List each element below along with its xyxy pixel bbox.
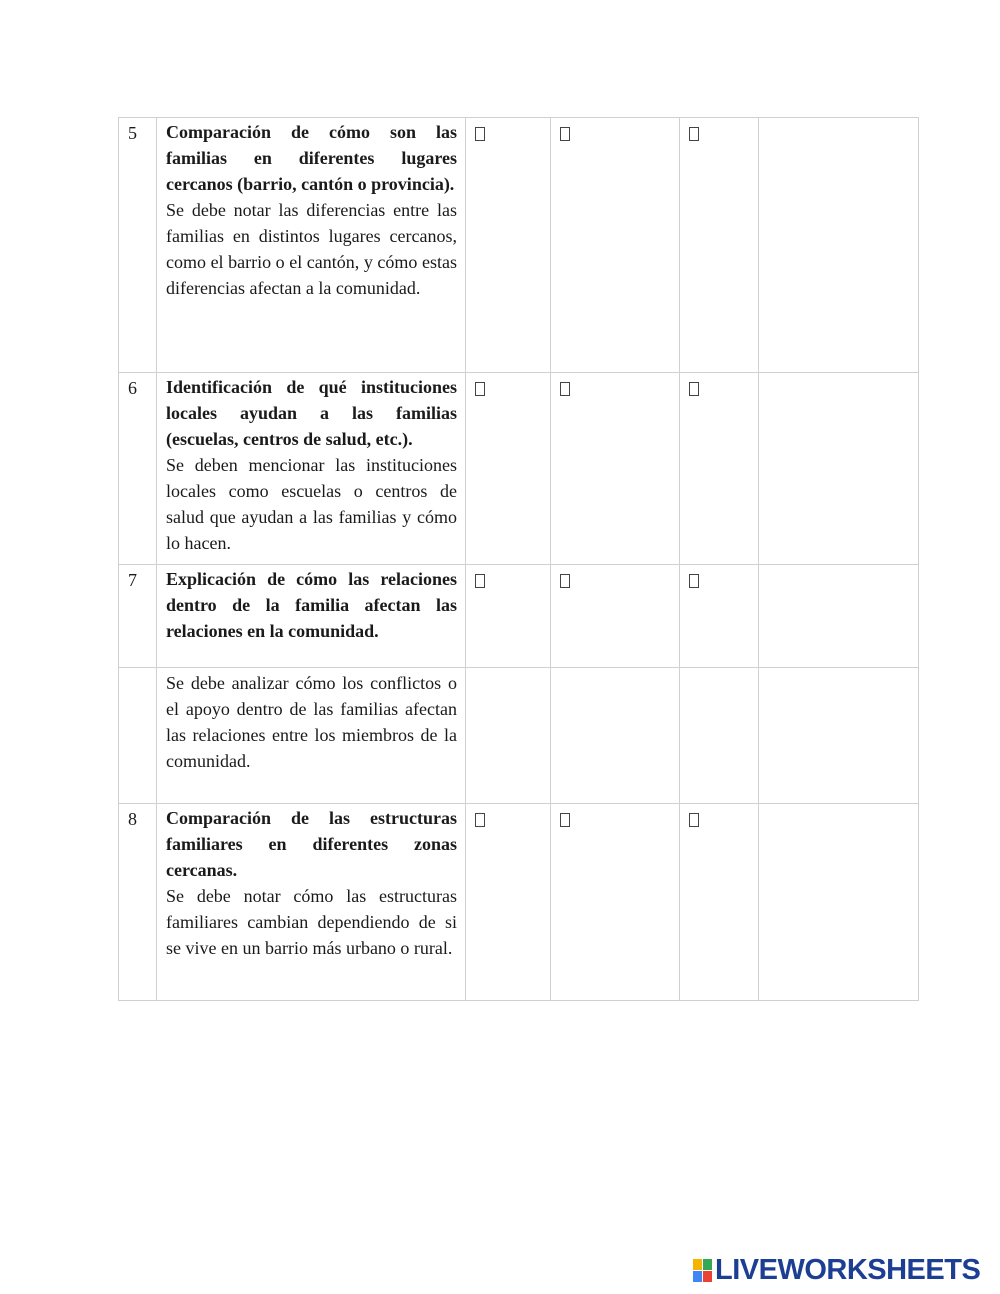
row-number: 8 xyxy=(119,804,157,1001)
table-row xyxy=(119,565,919,668)
checkbox[interactable] xyxy=(689,813,699,827)
criterion-detail: Se debe notar cómo las estructuras familiares cambian dependiendo de si se vive en un barrio más urbano o rural. xyxy=(166,886,457,958)
checkbox[interactable] xyxy=(560,127,570,141)
level-cell xyxy=(551,668,680,804)
notes-cell xyxy=(759,804,919,1001)
notes-cell xyxy=(759,668,919,804)
level-cell xyxy=(551,804,680,1001)
logo-block xyxy=(703,1271,712,1282)
row-number: 7 xyxy=(119,565,157,668)
level-cell xyxy=(551,373,680,565)
row-number: 5 xyxy=(119,118,157,373)
criterion-title: Comparación de cómo son las familias en diferentes lugares cercanos (barrio, cantón o provincia). xyxy=(166,122,457,194)
criterion-cell xyxy=(157,565,466,668)
criterion-cell xyxy=(157,668,466,804)
checkbox[interactable] xyxy=(689,382,699,396)
logo-block xyxy=(693,1259,702,1270)
row-number: 6 xyxy=(119,373,157,565)
checkbox[interactable] xyxy=(560,382,570,396)
level-cell xyxy=(680,373,759,565)
level-cell xyxy=(551,118,680,373)
checkbox[interactable] xyxy=(475,574,485,588)
criterion-cell xyxy=(157,373,466,565)
level-cell xyxy=(680,668,759,804)
level-cell xyxy=(551,565,680,668)
logo-mark-icon xyxy=(693,1259,712,1282)
criterion-cell xyxy=(157,118,466,373)
level-cell xyxy=(680,118,759,373)
level-cell xyxy=(680,565,759,668)
criterion-detail: Se debe notar las diferencias entre las familias en distintos lugares cercanos, como el barrio o el cantón, y cómo estas diferencias afectan a la comunidad. xyxy=(166,200,457,298)
level-cell xyxy=(466,565,551,668)
rubric-table xyxy=(118,117,919,1001)
logo-block xyxy=(703,1259,712,1270)
table-row xyxy=(119,118,919,373)
row-number xyxy=(119,668,157,804)
checkbox[interactable] xyxy=(689,127,699,141)
checkbox[interactable] xyxy=(560,574,570,588)
level-cell xyxy=(466,373,551,565)
table-row xyxy=(119,373,919,565)
notes-cell xyxy=(759,373,919,565)
logo-text: LIVEWORKSHEETS xyxy=(715,1253,981,1286)
checkbox[interactable] xyxy=(560,813,570,827)
criterion-title: Explicación de cómo las relaciones dentro de la familia afectan las relaciones en la comunidad. xyxy=(166,569,457,641)
level-cell xyxy=(466,668,551,804)
notes-cell xyxy=(759,118,919,373)
logo-block xyxy=(693,1271,702,1282)
criterion-title: Comparación de las estructuras familiares en diferentes zonas cercanas. xyxy=(166,808,457,880)
notes-cell xyxy=(759,565,919,668)
checkbox[interactable] xyxy=(475,127,485,141)
criterion-detail: Se deben mencionar las instituciones locales como escuelas o centros de salud que ayudan a las familias y cómo lo hacen. xyxy=(166,455,457,553)
liveworksheets-logo[interactable] xyxy=(693,1255,980,1285)
checkbox[interactable] xyxy=(475,382,485,396)
level-cell xyxy=(680,804,759,1001)
criterion-cell xyxy=(157,804,466,1001)
level-cell xyxy=(466,118,551,373)
checkbox[interactable] xyxy=(689,574,699,588)
level-cell xyxy=(466,804,551,1001)
table-row xyxy=(119,668,919,804)
criterion-title: Identificación de qué instituciones locales ayudan a las familias (escuelas, centros de salud, etc.). xyxy=(166,377,457,449)
checkbox[interactable] xyxy=(475,813,485,827)
criterion-detail: Se debe analizar cómo los conflictos o el apoyo dentro de las familias afectan las relaciones entre los miembros de la comunidad. xyxy=(166,673,457,771)
table-row xyxy=(119,804,919,1001)
